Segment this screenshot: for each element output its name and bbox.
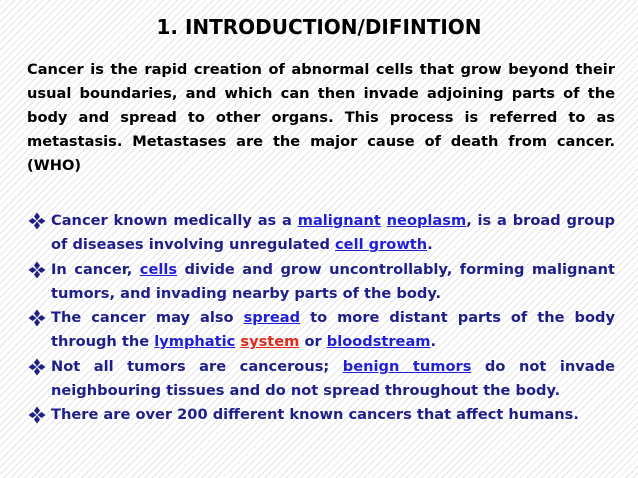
bullet-text: to more distant parts of the body through the <box>51 309 615 351</box>
slide-title: 1. INTRODUCTION/DIFINTION <box>156 15 482 39</box>
link-neoplasm[interactable]: neoplasm <box>386 212 467 229</box>
link-lymphatic[interactable]: lymphatic <box>154 333 236 351</box>
bullet-text: do not invade neighbouring tissues and do not spread throughout the body. <box>51 357 615 400</box>
bullet-text: In cancer, <box>51 260 140 278</box>
bullet-item-1 <box>27 209 615 258</box>
bullet-item-5 <box>27 403 615 427</box>
bullet-text: or <box>299 333 327 351</box>
bullet-text: divide and grow uncontrollably, forming malignant tumors, and invading nearby parts of the body. <box>51 260 616 302</box>
bullet-text: The cancer may also <box>51 309 244 327</box>
diamond-bullet-icon <box>28 212 46 230</box>
link-malignant[interactable]: malignant <box>297 212 381 229</box>
link-bloodstream[interactable]: bloodstream <box>326 333 431 351</box>
bullet-text: , is a broad group of diseases involving unregulated <box>51 212 616 254</box>
bullet-item-3 <box>27 306 615 355</box>
bullet-text: . <box>427 236 433 254</box>
link-benign-tumors[interactable]: benign tumors <box>342 357 472 375</box>
bullet-text: Not all tumors are cancerous; <box>51 357 343 375</box>
bullet-list <box>27 209 615 428</box>
link-cells[interactable]: cells <box>139 260 178 278</box>
diamond-bullet-icon <box>28 358 46 376</box>
bullet-item-4 <box>27 355 615 404</box>
bullet-text: There are over 200 different known cancers that affect humans. <box>51 406 579 424</box>
bullet-text: Cancer known medically as a <box>51 212 298 229</box>
link-spread[interactable]: spread <box>243 309 301 327</box>
bullet-item-2 <box>27 258 615 307</box>
intro-paragraph: Cancer is the rapid creation of abnormal cells that grow beyond their usual boundaries, and which can then invade adjoining parts of the body and spread to other organs. This process is referred to as metastasis. Metastases are the major cause of death from cancer. (WHO) <box>27 61 615 174</box>
diamond-bullet-icon <box>28 309 46 327</box>
link-system[interactable]: system <box>240 333 300 351</box>
diamond-bullet-icon <box>28 261 46 279</box>
link-cell-growth[interactable]: cell growth <box>335 236 428 254</box>
diamond-bullet-icon <box>28 406 46 424</box>
bullet-text: . <box>430 333 437 351</box>
